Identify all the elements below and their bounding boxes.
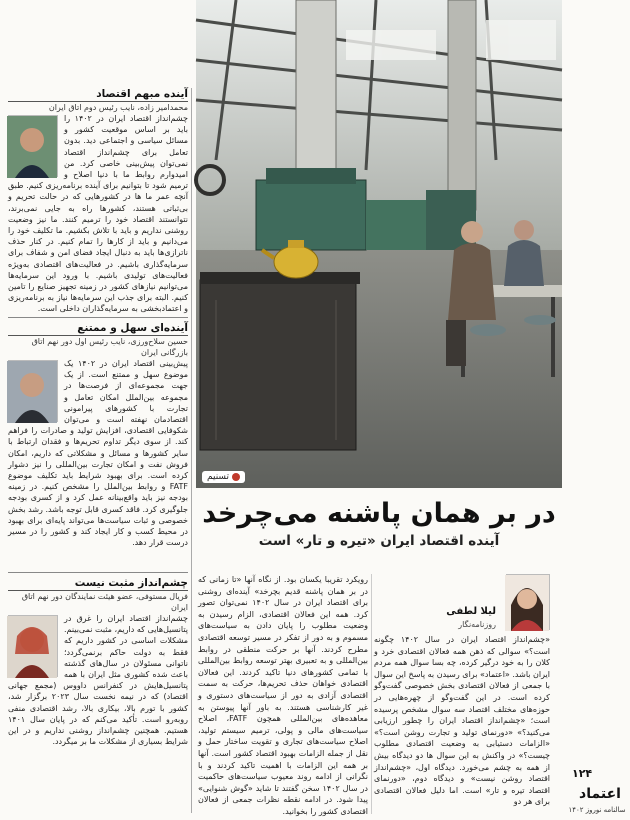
author-name: لیلا لطفی: [446, 606, 496, 617]
opinion-2-portrait: [8, 360, 58, 422]
author-role: روزنامه‌نگار: [458, 620, 496, 629]
opinion-3-portrait: [8, 615, 58, 677]
photo-credit-text: تسنیم: [207, 472, 229, 482]
opinion-2-body: پیش‌بینی اقتصاد ایران در ۱۴۰۲ یک موضوع سهل و ممتنع است. از یک جهت مجموعه‌ای از فرصت‌ها در مجموعه بین‌الملل امکان تعامل و تجارت با کشورهای پیرامونی اقتصادمان نهفته است و می‌توان شکوفایی اقتصادی، افزایش تولید و صادرات را فراهم کند. از سوی دیگر تداوم تحریم‌ها و فقدان ارتباط با سایر کشورها و مسائل و مشکلاتی که داریم، امکان فروش نفت و امکان تجارت بین‌المللی را نیز دشوار کرده است. برای بهبود شرایط باید تکلیف موضوع FATF و روابط بین‌الملل را مشخص کنیم. در زمینه بودجه نیز باید واقع‌بینانه عمل کرد و از کسری بودجه جلوگیری کرد. فاقد کسری قابل توجه باشد. رشد بخش خصوصی و ثبات سیاست‌ها می‌تواند پایه‌ای برای بهبود در محیط کسب و کار ایجاد کند و کشور را در مسیر درست قرار دهد.: [8, 359, 188, 548]
article-title: در بر همان پاشنه می‌چرخد: [202, 498, 556, 529]
author-block: [374, 574, 550, 634]
sidebar-divider: [191, 88, 192, 813]
author-photo: [506, 574, 550, 630]
issue-label: سالنامه نوروز ۱۴۰۲: [568, 806, 626, 814]
tasnim-logo-icon: [232, 473, 240, 481]
opinion-2-byline: حسین سلاح‌ورزی، نایب رئیس اول دور نهم اتاق بازرگانی ایران: [31, 337, 188, 357]
article-subtitle: آینده اقتصاد ایران «تیره و تار» است: [258, 533, 500, 549]
opinion-1-heading: آینده مبهم اقتصاد: [8, 88, 188, 102]
opinion-2-heading: آینده‌ای سهل و ممتنع: [8, 322, 188, 336]
opinion-1-portrait: [8, 115, 58, 177]
column-divider: [371, 574, 372, 814]
article-headline: [196, 497, 562, 551]
photo-credit: [202, 471, 245, 483]
factory-scene-illustration: [196, 0, 562, 488]
opinion-1-body: چشم‌انداز اقتصاد ایران در ۱۴۰۲ را باید بر اساس موقعیت کشور و مسائل سیاسی و اجتماعی دید. بدون تعامل برای چشم‌انداز اقتصاد نمی‌توان پیش‌بینی خاصی کرد. من امیدوارم روابط ما با دنیا اصلاح و ترمیم شود تا بتوانیم برای آینده برنامه‌ریزی کنیم. طبق آنچه عمر ما ها در کشورهایی که در حالت تحریم و بی‌ثباتی هستند، کشورها راه به جایی نمی‌برند، نتوانستند اقتصاد خود را ترمیم کنند. ما نیز وضعیت روشنی نداریم و باید با تلاش بکشیم. ما تکلیف خود را می‌دانیم و باید از کارها را تمام کنیم. در کنار حذف ناترازی‌ها باید به دنبال ایجاد فضای امن و شفاف برای سرمایه‌گذاری باشیم. در فعالیت‌های اقتصادی به‌ویژه فعالیت‌های تولیدی باشیم. با ورود این سرمایه‌ها می‌توانیم نیازهای کشور در زمینه تجهیز صنایع را تامین کنیم. البته برای جذب این سرمایه‌ها نیاز به برنامه‌ریزی و اعتمادبخشی به سرمایه‌گذاران داخلی است.: [8, 114, 188, 314]
sidebar-rule: [8, 572, 188, 573]
opinion-3-heading: چشم‌انداز مثبت نیست: [8, 577, 188, 591]
page-number: ۱۲۴: [572, 767, 593, 780]
opinion-3-byline: فریال مستوفی، عضو هیئت نمایندگان دور نهم اتاق ایران: [21, 592, 188, 612]
article-column-left: رویکرد تقریبا یکسان بود. از نگاه آنها «تا زمانی که در بر همان پاشنه قدیم بچرخد» آینده‌ای روشنی برای اقتصاد ایران در سال ۱۴۰۲ نمی‌توان تصور کرد. همه این فعالان اقتصادی، الزام رسیدن به وضعیت مطلوب را پایان دادن به سیاست‌های مسموم و به دور از تفکر در مسیر توسعه اقتصادی مطرح کردند. آنها بر حرکت منطقی در روابط بین‌المللی و به تعبیری بهتر توسعه روابط بین‌المللی با تمامی کشورهای دنیا تاکید کردند. این فعالان اقتصادی خواهان حذف تحریم‌ها، حرکت به سمت اقتصادی آزادی به دور از سیاست‌های دستوری و غیر کارشناسی هستند. به باور آنها پیوستن به معاهده‌های بین‌المللی همچون FATF، اصلاح سیاست‌های مالی و پولی، ترمیم سیستم تولید، اصلاح سیاست‌های تجاری و تقویت ساختار حمل و نقل از جمله الزامات بهبود اقتصاد کشور است. آنها بر همه این الزامات با اهمیت تاکید کردند و با نگرانی از ادامه روند معیوب سیاست‌های حاکمیت در سال ۱۴۰۲ سخن گفتند تا شاید «گوش شنوایی» پیدا شود. در ادامه نقطه نظرات جمعی از فعالان اقتصادی کشور را بخوانید.: [198, 575, 369, 816]
etemad-logo: [577, 778, 623, 806]
opinion-2: [8, 322, 188, 568]
opinion-3: [8, 577, 188, 763]
factory-photo: [196, 0, 562, 488]
article-column-right: «چشم‌انداز اقتصاد ایران در سال ۱۴۰۲ چگونه است؟» سوالی که ذهن همه فعالان اقتصادی خرد و کلان را به خود درگیر کرده، چه بسا سوال همه مردم ایران باشد. «اعتماد» برای رسیدن به پاسخ این سوال با جمعی از فعالان اقتصادی بخش خصوصی گفت‌وگو کرده است. در این گفت‌وگو از چهره‌هایی در حوزه‌های مختلف اقتصاد سه سوال مشخص پرسیده است؛ «چشم‌انداز اقتصاد ایران را چطور ارزیابی می‌کنید؟» «دورنمای تولید و تجارت روشن است؟» «الزامات دستیابی به وضعیت اقتصادی مطلوب چیست؟» در واکنش به این سوال ها دو دیدگاه بیش از همه به چشم می‌خورد. دیدگاه اول، «چشم‌انداز اقتصاد روشن نیست» و دیدگاه دوم، «دورنمای اقتصاد تیره و تار» است. اما دلیل فعالان اقتصادی برای هر دو: [374, 635, 550, 807]
svg-text:اعتماد: اعتماد: [579, 786, 621, 802]
opinion-3-body: چشم‌انداز اقتصاد ایران را غرق در پتانسیل‌هایی که داریم، مثبت نمی‌بینم. مشکلات اساسی در کشور داریم که فقط به دولت حاکم برنمی‌گردد؛ ناتوانی مسئولان در سال‌های گذشته باعث شده کشوری مثل ایران با همه پتانسیل‌هایش در کنفرانس داووس (مجمع جهانی اقتصاد) که در نیمه نخست سال ۲۰۲۳ برگزار شد، کشور با تورم بالا، بیکاری بالا، رشد اقتصادی منفی روبه‌رو است. تأکید می‌کنم که در پایان سال ۱۴۰۱ هستیم. همچنین چشم‌انداز روشنی نداریم و در این شرایط بسیاری از مشکلات ما بر میگردد.: [8, 614, 188, 747]
sidebar-rule: [8, 317, 188, 318]
opinion-1: [8, 88, 188, 313]
etemad-logo-icon: [577, 778, 623, 806]
sidebar-opinions: [8, 88, 188, 808]
opinion-1-byline: محمدامیر زاده، نایب رئیس دوم اتاق ایران: [48, 103, 188, 112]
